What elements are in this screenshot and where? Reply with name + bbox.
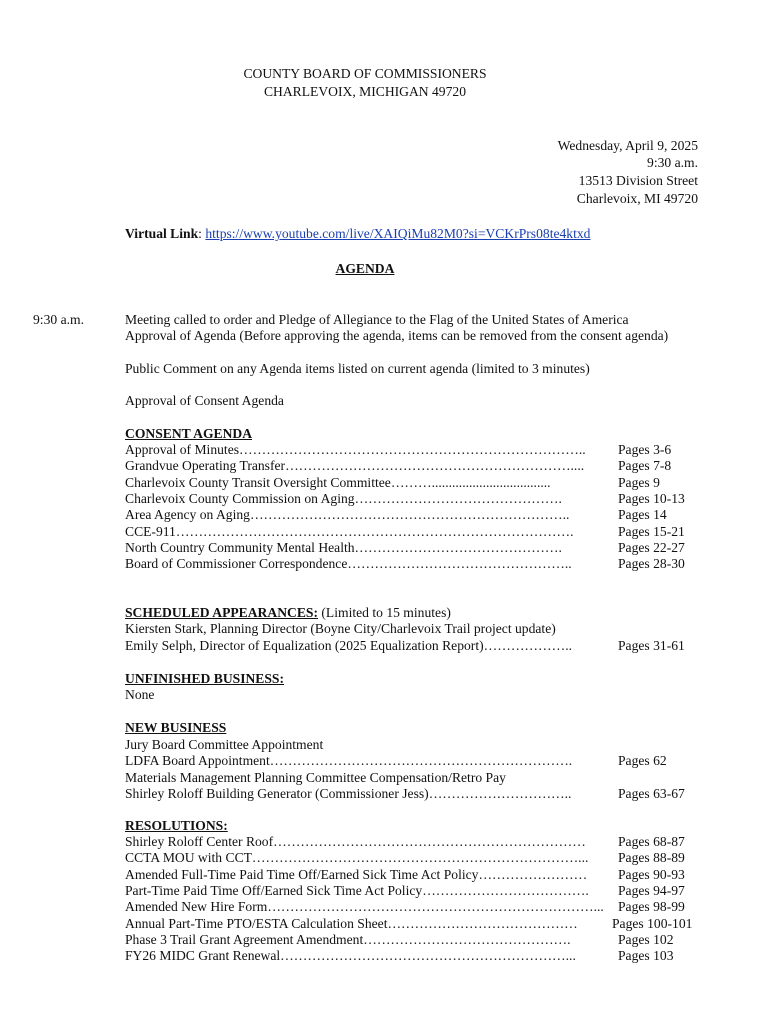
new-business-item: Jury Board Committee Appointment <box>125 737 324 752</box>
consent-agenda-item: Area Agency on Aging…………………………………………………………….. <box>125 507 570 523</box>
new-business-item: LDFA Board Appointment…………………………………………………………. <box>125 753 573 769</box>
scheduled-appearances-heading: SCHEDULED APPEARANCES: <box>125 605 318 620</box>
opening-time: 9:30 a.m. <box>33 312 84 327</box>
resolution-item: FY26 MIDC Grant Renewal………………………………………………………... <box>125 948 576 964</box>
consent-agenda-heading: CONSENT AGENDA <box>125 426 253 441</box>
appearance-kiersten-stark: Kiersten Stark, Planning Director (Boyne City/Charlevoix Trail project update) <box>125 621 556 636</box>
resolutions-heading: RESOLUTIONS: <box>125 818 228 833</box>
new-business-item-pages: Pages 63-67 <box>618 785 685 801</box>
resolution-item-pages: Pages 100-101 <box>612 915 693 931</box>
consent-agenda-item-pages: Pages 7-8 <box>618 458 672 474</box>
meeting-date: Wednesday, April 9, 2025 <box>557 138 698 153</box>
consent-agenda-item: Grandvue Operating Transfer……………………………………………………….... <box>125 458 585 474</box>
meeting-city: Charlevoix, MI 49720 <box>576 191 698 206</box>
consent-agenda-item: Charlevoix County Transit Oversight Committee………................................... <box>125 474 551 490</box>
resolution-item-pages: Pages 98-99 <box>618 899 685 915</box>
youtube-link[interactable]: https://www.youtube.com/live/XAIQiMu82M0?si=VCKrPrs08te4ktxd <box>205 226 591 241</box>
public-comment: Public Comment on any Agenda items listed on current agenda (limited to 3 minutes) <box>125 361 590 376</box>
new-business-item: Shirley Roloff Building Generator (Commissioner Jess)………………………….. <box>125 785 572 801</box>
approval-of-agenda: Approval of Agenda (Before approving the agenda, items can be removed from the consent agenda) <box>125 328 669 343</box>
unfinished-business-heading: UNFINISHED BUSINESS: <box>125 671 285 686</box>
county-board-heading: COUNTY BOARD OF COMMISSIONERS <box>243 66 487 81</box>
resolution-item-pages: Pages 94-97 <box>618 882 685 898</box>
virtual-link-row <box>125 226 590 242</box>
meeting-street: 13513 Division Street <box>578 173 698 188</box>
resolution-item-pages: Pages 68-87 <box>618 834 685 849</box>
virtual-link-label: Virtual Link <box>125 226 199 241</box>
consent-agenda-item-pages: Pages 9 <box>618 474 660 490</box>
resolution-item: Shirley Roloff Center Roof…………………………………………………………… <box>125 834 586 849</box>
resolution-item: Annual Part-Time PTO/ESTA Calculation Sheet…………………………………… <box>125 915 578 931</box>
resolution-item: Part-Time Paid Time Off/Earned Sick Time Act Policy………………………………. <box>125 882 589 898</box>
new-business-heading: NEW BUSINESS <box>125 720 227 735</box>
consent-agenda-item: Approval of Minutes………………………………………………………………….. <box>125 442 586 457</box>
consent-agenda-item: Charlevoix County Commission on Aging………………………………………. <box>125 490 562 506</box>
scheduled-appearances-note: (Limited to 15 minutes) <box>317 605 451 620</box>
consent-agenda-item-pages: Pages 14 <box>618 507 667 523</box>
approval-of-consent-agenda: Approval of Consent Agenda <box>125 393 284 408</box>
resolution-item-pages: Pages 90-93 <box>618 866 685 882</box>
consent-agenda-item-pages: Pages 28-30 <box>618 556 685 572</box>
consent-agenda-item-pages: Pages 3-6 <box>618 442 672 457</box>
consent-agenda-item-pages: Pages 10-13 <box>618 490 685 506</box>
consent-agenda-item: CCE-911……………………………………………………………………………. <box>125 523 574 539</box>
virtual-link-colon: : <box>198 226 202 241</box>
resolution-item: Phase 3 Trail Grant Agreement Amendment………………………………………. <box>125 931 571 947</box>
resolution-item-pages: Pages 103 <box>618 948 674 964</box>
scheduled-appearances-row <box>125 605 451 621</box>
meeting-time: 9:30 a.m. <box>647 155 698 170</box>
consent-agenda-item: North Country Community Mental Health………………………………………. <box>125 539 562 555</box>
unfinished-business-none: None <box>125 687 155 702</box>
consent-agenda-item: Board of Commissioner Correspondence………………………………………….. <box>125 556 572 572</box>
resolution-item-pages: Pages 88-89 <box>618 850 685 866</box>
new-business-item-pages: Pages 62 <box>618 753 667 769</box>
county-location-heading: CHARLEVOIX, MICHIGAN 49720 <box>263 84 466 99</box>
appearance-emily-selph-pages: Pages 31-61 <box>618 638 685 653</box>
call-to-order: Meeting called to order and Pledge of Allegiance to the Flag of the United States of America <box>125 312 629 327</box>
resolution-item-pages: Pages 102 <box>618 931 674 947</box>
consent-agenda-item-pages: Pages 15-21 <box>618 523 685 539</box>
resolution-item: Amended New Hire Form………………………………………………………………... <box>125 899 604 915</box>
resolution-item: CCTA MOU with CCT………………………………………………………………... <box>125 850 589 866</box>
resolution-item: Amended Full-Time Paid Time Off/Earned Sick Time Act Policy…………………… <box>125 866 588 882</box>
appearance-emily-selph: Emily Selph, Director of Equalization (2025 Equalization Report)……………….. <box>125 638 572 653</box>
consent-agenda-item-pages: Pages 22-27 <box>618 539 685 555</box>
new-business-item: Materials Management Planning Committee Compensation/Retro Pay <box>125 769 506 785</box>
agenda-title: AGENDA <box>335 261 395 276</box>
